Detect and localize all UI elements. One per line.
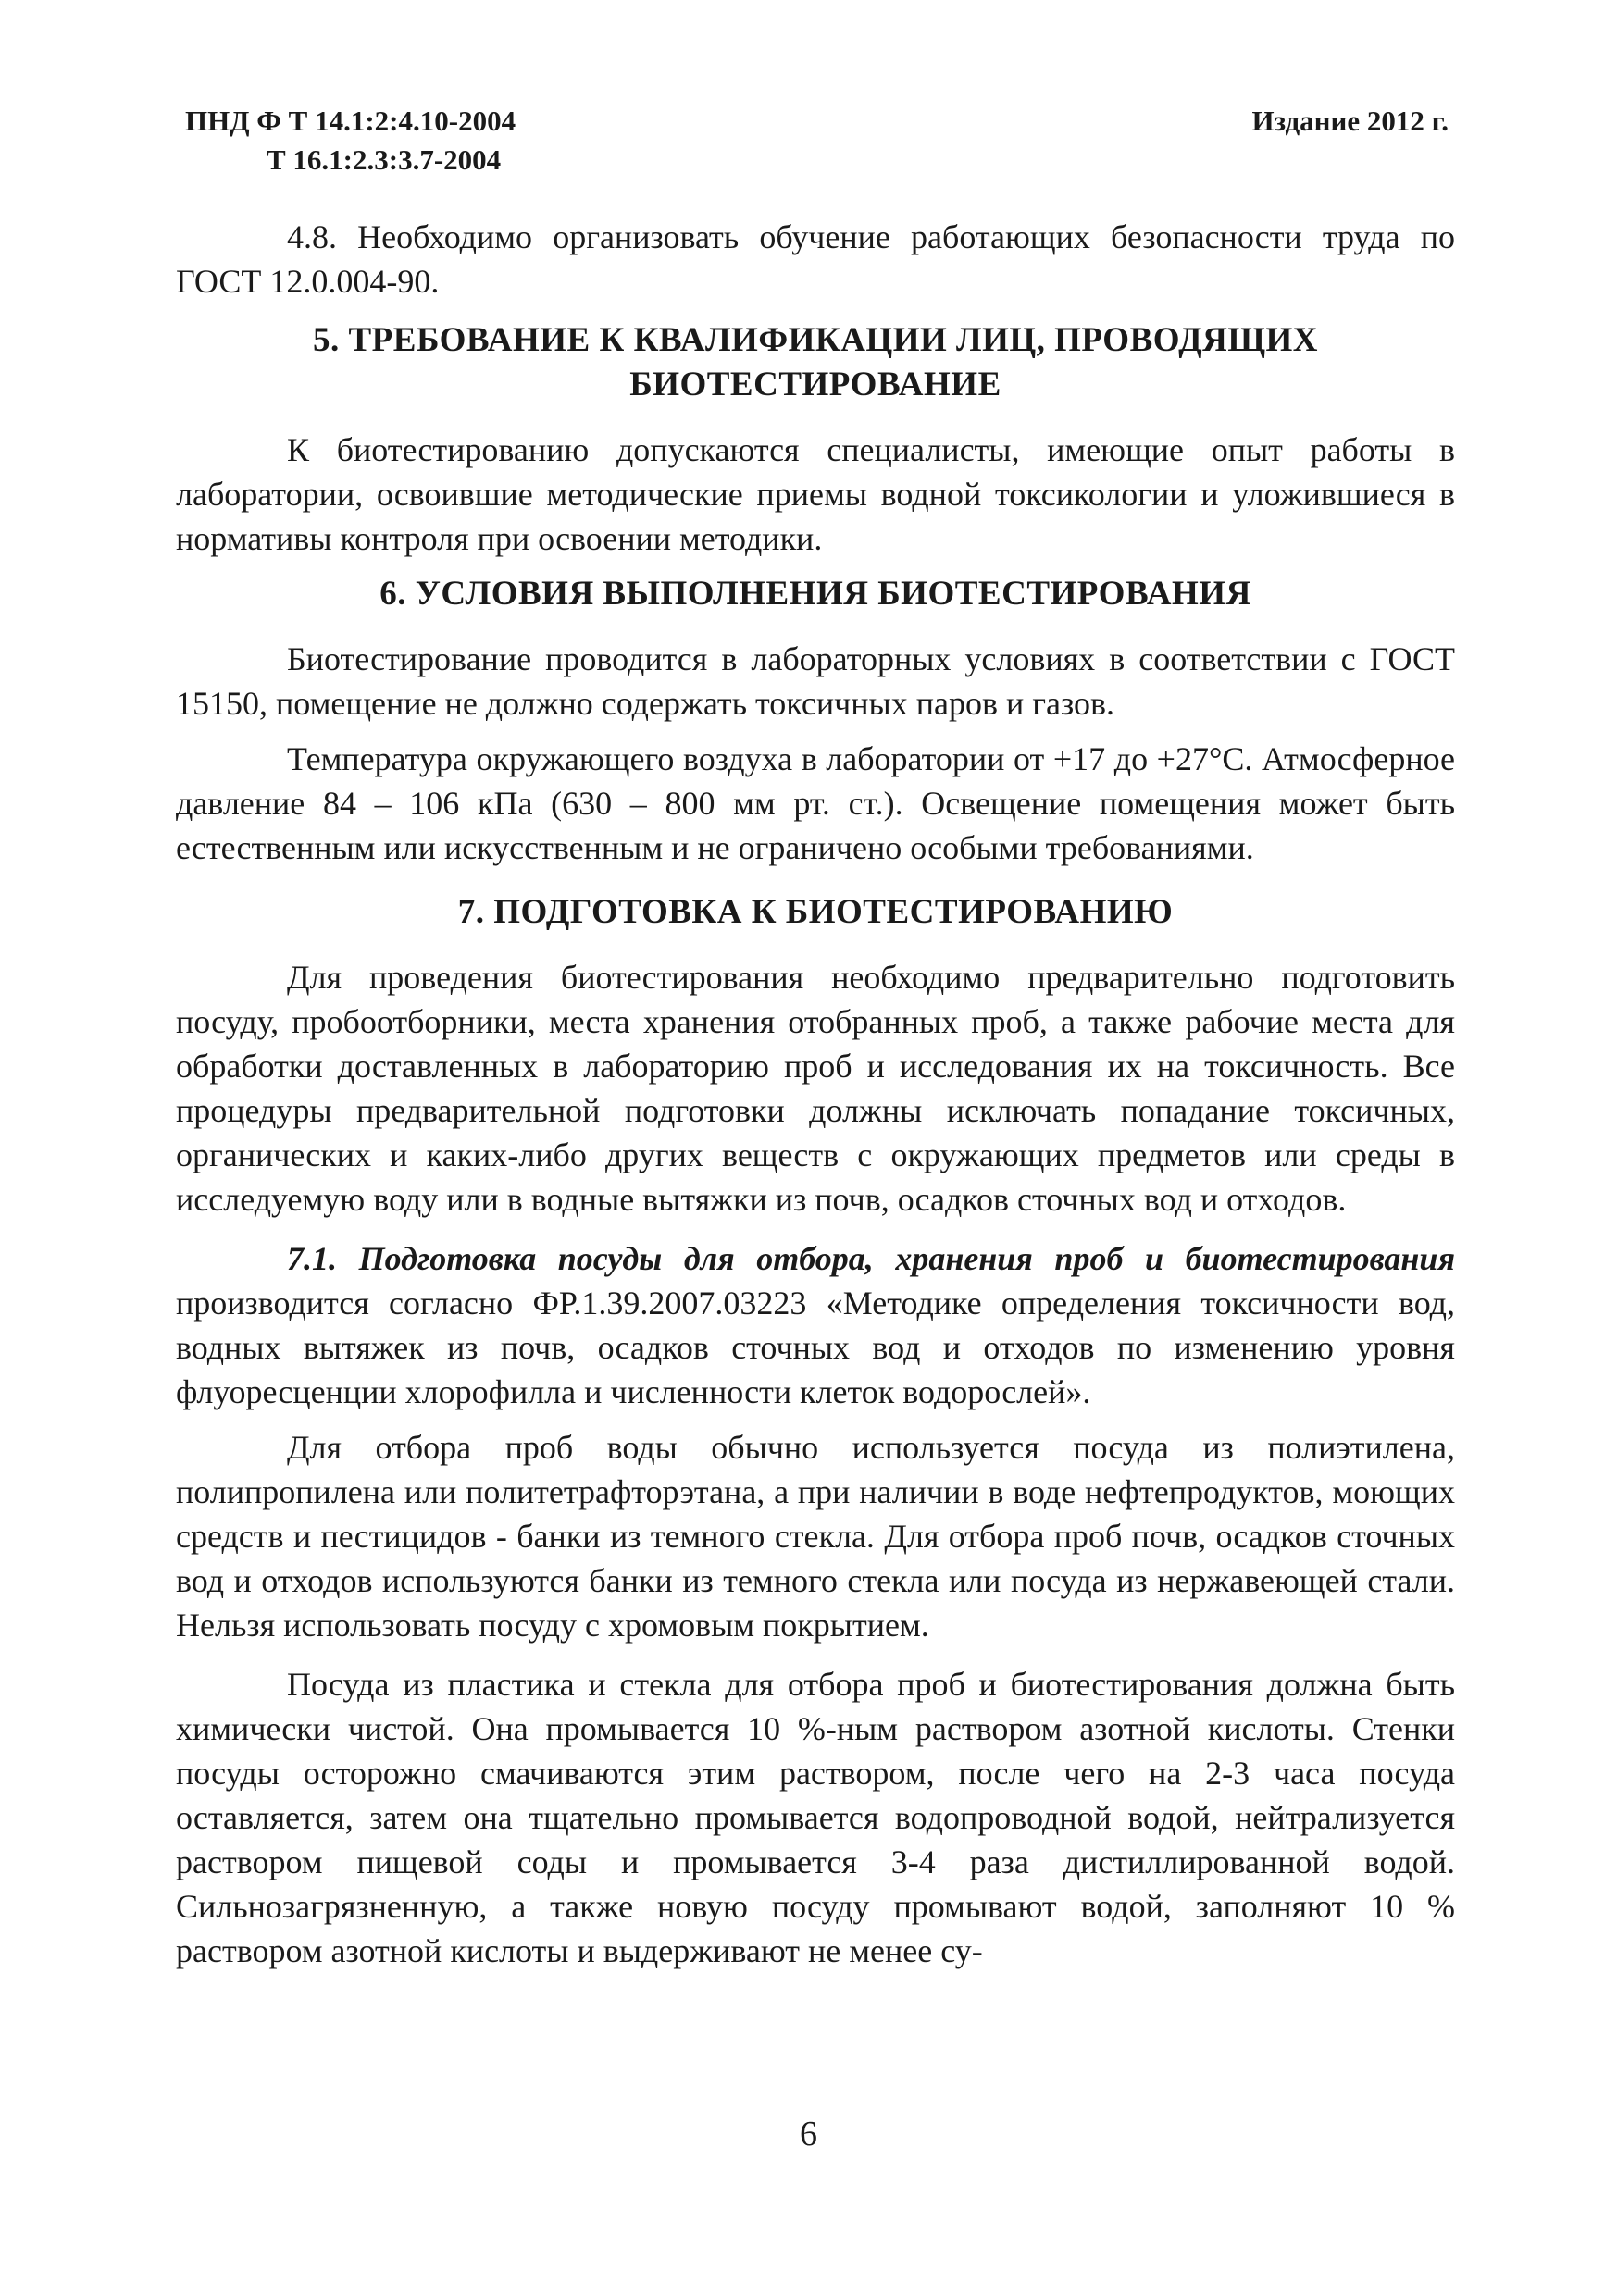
section-5-paragraph: К биотестированию допускаются специалисты, имеющие опыт работы в лаборатории, освоившие методические приемы водной токсикологии и уложившиеся в нормативы контроля при освоении методики. xyxy=(176,431,1455,557)
section-5-heading: 5. ТРЕБОВАНИЕ К КВАЛИФИКАЦИИ ЛИЦ, ПРОВОДЯЩИХ БИОТЕСТИРОВАНИЕ xyxy=(312,321,1319,403)
section-6-paragraph-2: Температура окружающего воздуха в лаборатории от +17 до +27°С. Атмосферное давление 84 – 106 кПа (630 – 800 мм рт. ст.). Освещение помещения может быть естественным или искусственным и не ограничено особыми требованиями. xyxy=(176,740,1455,866)
section-6-paragraph-1: Биотестирование проводится в лабораторных условиях в соответствии с ГОСТ 15150, помещение не должно содержать токсичных паров и газов. xyxy=(176,640,1455,722)
paragraph-4-8: 4.8. Необходимо организовать обучение работающих безопасности труда по ГОСТ 12.0.004-90. xyxy=(176,218,1455,300)
paragraph-7-1-vessels: Для отбора проб воды обычно используется посуда из полиэтилена, полипропилена или политетрафторэтана, а при наличии в воде нефтепродуктов, моющих средств и пестицидов - банки из темного стекла. Для отбора проб почв, осадков сточных вод и отходов используются банки из темного стекла или посуда из нержавеющей стали. Нельзя использовать посуду с хромовым покрытием. xyxy=(176,1429,1455,1644)
section-6-heading: 6. УСЛОВИЯ ВЫПОЛНЕНИЯ БИОТЕСТИРОВАНИЯ xyxy=(379,575,1251,613)
section-7-heading: 7. ПОДГОТОВКА К БИОТЕСТИРОВАНИЮ xyxy=(457,893,1174,931)
paragraph-7-1-cleaning: Посуда из пластика и стекла для отбора проб и биотестирования должна быть химически чистой. Она промывается 10 %-ным раствором азотной кислоты. Стенки посуды осторожно смачиваются этим раствором, после чего на 2-3 часа посуда оставляется, затем она тщательно промывается водопроводной водой, нейтрализуется раствором пищевой соды и промывается 3-4 раза дистиллированной водой. Сильнозагрязненную, а также новую посуду промывают водой, заполняют 10 % раствором азотной кислоты и выдерживают не менее су- xyxy=(176,1666,1455,1969)
document-code-line-1: ПНД Ф Т 14.1:2:4.10-2004 xyxy=(185,105,516,137)
paragraph-7-1-text: производится согласно ФР.1.39.2007.03223 «Методике определения токсичности вод, водных вытяжек из почв, осадков сточных вод и отходов по изменению уровня флуоресценции хлорофилла и численности клеток водорослей». xyxy=(176,1285,1455,1410)
paragraph-7-1 xyxy=(176,1236,1455,1414)
document-code xyxy=(185,102,516,180)
document-code-line-2: Т 16.1:2.3:3.7-2004 xyxy=(267,143,502,176)
edition-label: Издание 2012 г. xyxy=(1251,105,1449,137)
paragraph-7-1-lead: 7.1. Подготовка посуды для отбора, хранения проб и биотестирования xyxy=(287,1240,1455,1277)
page-body xyxy=(176,215,1455,1973)
section-7-paragraph-1: Для проведения биотестирования необходимо предварительно подготовить посуду, пробоотборники, места хранения отобранных проб, а также рабочие места для обработки доставленных в лабораторию проб и исследования их на токсичность. Все процедуры предварительной подготовки должны исключать попадание токсичных, органических и каких-либо других веществ с окружающих предметов или среды в исследуемую воду или в водные вытяжки из почв, осадков сточных вод и отходов. xyxy=(176,959,1455,1218)
page-number: 6 xyxy=(800,2115,817,2153)
